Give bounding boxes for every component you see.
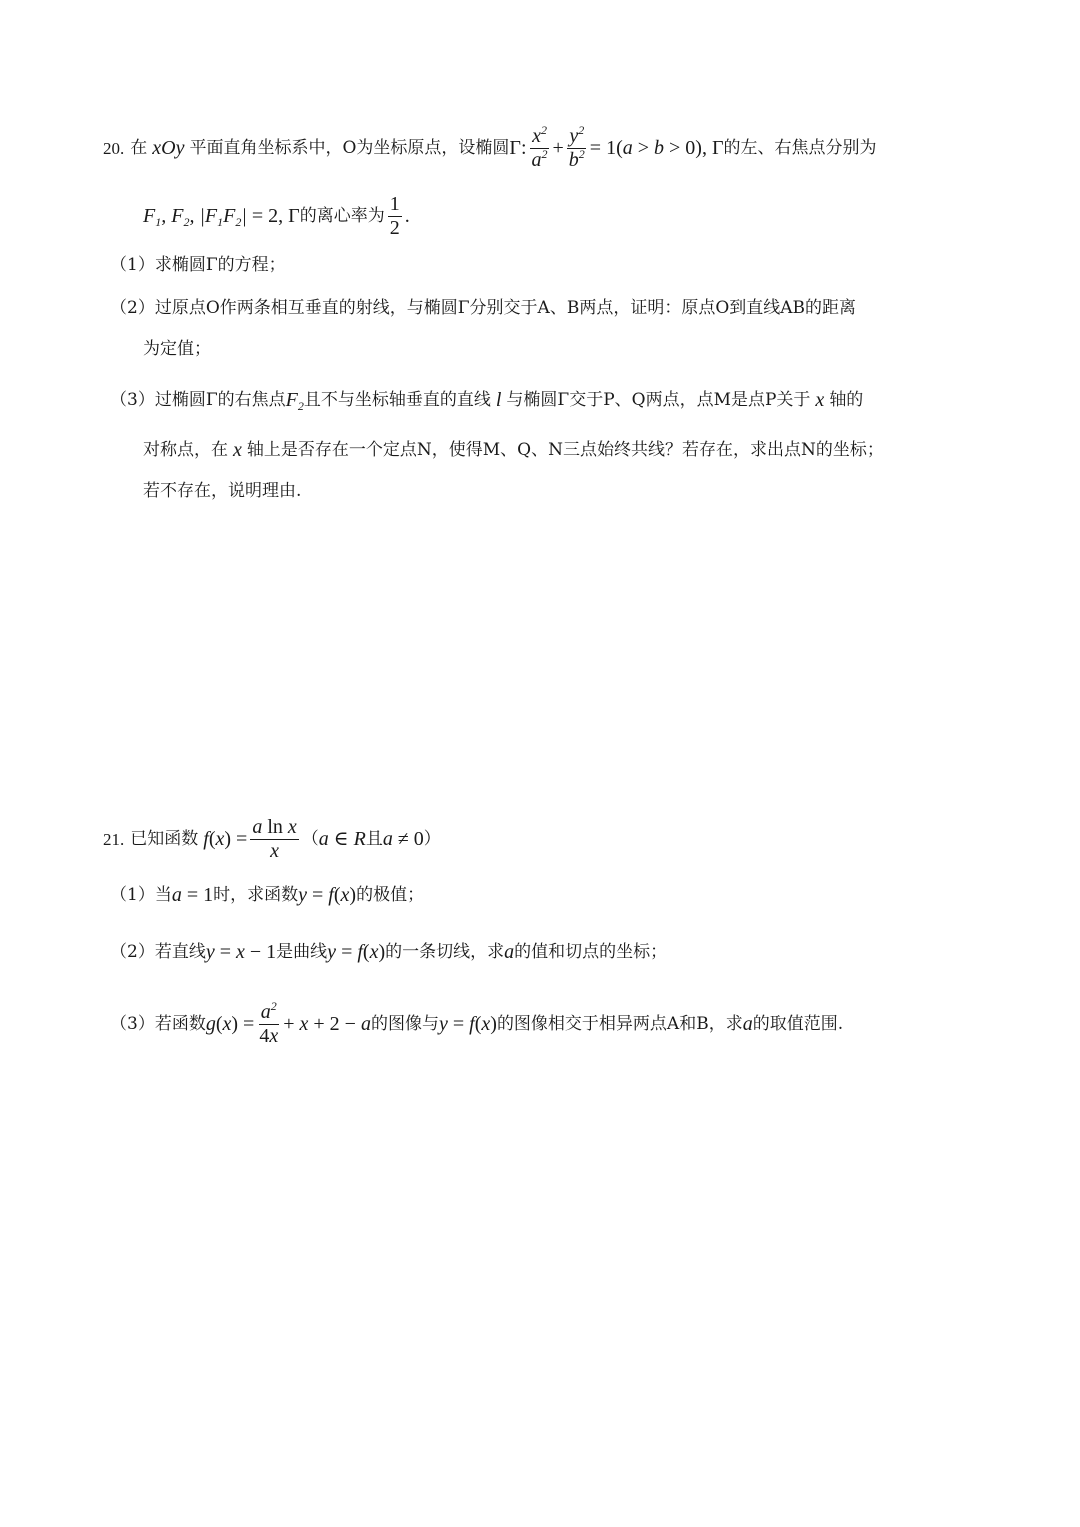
q21-frac-a2-4x: $\frac{a^2}{4x}$ <box>259 998 279 1047</box>
q21-line-1: 21. 已知函数 f(x) = $\frac{\text{a ln x}}{x}$ （ a ∈ R 且 a ≠ 0 ） <box>103 815 441 862</box>
q21-number: 21. <box>103 829 125 849</box>
q20-part-1: （1）求椭圆Γ的方程； <box>110 255 286 275</box>
q21-frac-alnx: $\frac{\text{a ln x}}{x}$ <box>252 815 297 862</box>
q21-part-3: （3）若函数 g(x) = $\frac{a^2}{4x}$ + x + 2 − a 的图像与 y = f(x) 的图像相交于相异两点A和B，求 a 的取值范围. <box>110 998 844 1047</box>
q20-frac-x2a2: $\frac{x^2}{a^2}$ <box>531 122 548 171</box>
q20-number: 20. <box>103 138 125 158</box>
q20-line-1: 20. 在 xOy 平面直角坐标系中，O为坐标原点，设椭圆 Γ: $\frac{x^2}{a^2}$ + $\frac{y^2}{b^2}$ = 1(a > b > 0), Γ 的左、右焦点分别为 <box>103 122 877 171</box>
q20-x-axis: x <box>810 389 830 411</box>
q20-frac-half: $\frac{1}{2}$ <box>389 192 400 239</box>
q21-a-2: a <box>504 941 515 963</box>
q20-intro-a: 在 <box>130 137 148 158</box>
q20-line-l: l <box>490 389 507 411</box>
q21-a-neq-0: a ≠ 0 <box>382 828 424 850</box>
q21-y-fx-1: y = f(x) <box>298 884 357 906</box>
q20-line2-text: 的离心率为 <box>299 205 385 226</box>
q21-part-1: （1）当 a = 1 时，求函数 y = f(x) 的极值； <box>110 884 425 906</box>
q20-part-2-line-2: 为定值； <box>143 339 211 359</box>
q20-part-2-line-1: （2）过原点O作两条相互垂直的射线，与椭圆Γ分别交于A、B两点，证明：原点O到直线AB的距离 <box>110 298 857 318</box>
q20-intro-b: 平面直角坐标系中，O为坐标原点，设椭圆 <box>189 137 510 158</box>
q21-gx: g(x) = <box>205 1013 255 1035</box>
q21-gx-rest: + x + 2 − a <box>283 1013 371 1035</box>
q20-part-3-line-3: 若不存在，说明理由. <box>143 481 302 501</box>
q20-intro-c: 的左、右焦点分别为 <box>723 137 877 158</box>
q21-y-fx-3: y = f(x) <box>438 1013 497 1035</box>
q20-gamma: Γ: <box>509 137 527 159</box>
q20-foci: $F_1$, $F_2$, $|F_1F_2|$ <box>143 205 247 229</box>
q21-y-fx-2: y = f(x) <box>327 941 386 963</box>
q21-fx: f(x) = <box>203 828 248 850</box>
q21-part-2: （2）若直线 y = x − 1 是曲线 y = f(x) 的一条切线，求 a 的值和切点的坐标； <box>110 941 668 963</box>
q21-a-3: a <box>742 1013 753 1035</box>
q21-a-eq-1: a = 1 <box>171 884 214 906</box>
q20-part-3-line-1: （3）过椭圆Γ的右焦点 $F_2$ 且不与坐标轴垂直的直线 l 与椭圆Γ交于P、Q两点，点M是点P关于 x 轴的 <box>110 389 864 413</box>
q20-eq-cond: = 1(a > b > 0), Γ <box>589 137 724 159</box>
q20-x-axis-2: x <box>228 439 247 461</box>
q21-a-in-r: a ∈ R <box>318 828 366 850</box>
q20-frac-y2b2: $\frac{y^2}{b^2}$ <box>568 122 585 171</box>
q20-f2: $F_2$ <box>285 389 304 413</box>
q20-line-2: $F_1$, $F_2$, $|F_1F_2|$ = 2, Γ 的离心率为 $\frac{1}{2}$ . <box>143 192 410 239</box>
q21-y-x-1: y = x − 1 <box>205 941 277 963</box>
q20-xoy: xOy <box>147 137 190 159</box>
q20-part-3-line-2: 对称点，在 x 轴上是否存在一个定点N，使得M、Q、N三点始终共线？若存在，求出点N的坐标； <box>143 439 884 461</box>
